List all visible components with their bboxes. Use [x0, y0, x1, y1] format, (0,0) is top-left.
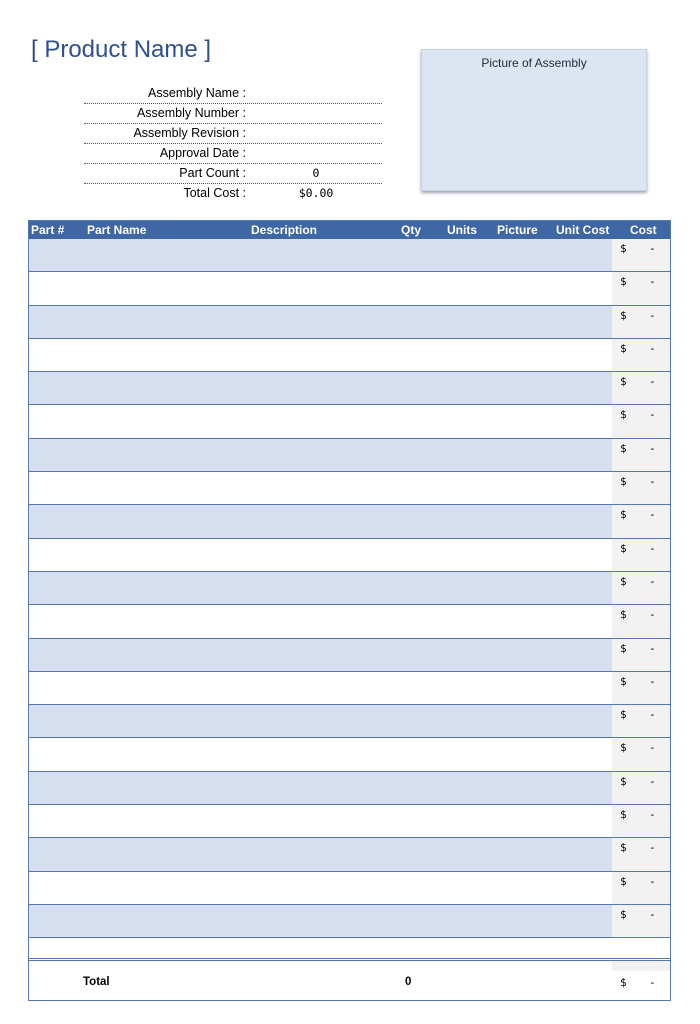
currency-symbol: $: [620, 541, 627, 555]
cost-value: -: [649, 641, 656, 655]
column-header-unit-cost: Unit Cost: [556, 223, 610, 237]
currency-symbol: $: [620, 275, 627, 289]
cost-cell: [612, 272, 670, 304]
table-row[interactable]: [29, 705, 670, 738]
cost-cell: [612, 738, 670, 770]
total-cost-value: -: [649, 976, 656, 989]
total-cost-cell: [612, 961, 670, 1000]
column-header-description: Description: [251, 223, 318, 237]
info-row-assembly-name: [84, 84, 382, 104]
table-row[interactable]: [29, 805, 670, 838]
table-row[interactable]: [29, 405, 670, 438]
cost-cell: [612, 705, 670, 737]
cost-cell: [612, 572, 670, 604]
cost-cell: [612, 639, 670, 671]
currency-symbol: $: [620, 375, 627, 389]
column-header-picture: Picture: [497, 223, 538, 237]
page-title: [ Product Name ]: [31, 36, 212, 63]
table-row[interactable]: [29, 738, 670, 771]
parts-table: [28, 220, 671, 1001]
column-header-cost: Cost: [630, 223, 657, 237]
table-header: [29, 221, 670, 239]
table-row[interactable]: [29, 439, 670, 472]
cost-value: -: [649, 242, 656, 255]
info-label: Total Cost :: [183, 186, 246, 200]
total-label: Total: [83, 976, 110, 988]
total-row: [29, 958, 670, 1000]
currency-symbol: $: [620, 242, 627, 255]
table-row[interactable]: [29, 772, 670, 805]
table-row[interactable]: [29, 838, 670, 871]
cost-cell: [612, 872, 670, 904]
cost-value: -: [649, 574, 656, 588]
currency-symbol: $: [620, 341, 627, 355]
info-value: $0.00: [298, 186, 334, 200]
cost-cell: [612, 605, 670, 637]
currency-symbol: $: [620, 708, 627, 722]
currency-symbol: $: [620, 841, 627, 855]
cost-value: -: [649, 808, 656, 822]
currency-symbol: $: [620, 774, 627, 788]
column-header-part-number: Part #: [31, 223, 65, 237]
table-row[interactable]: [29, 472, 670, 505]
cost-cell: [612, 405, 670, 437]
column-header-units: Units: [447, 223, 477, 237]
assembly-picture-placeholder[interactable]: [421, 49, 647, 191]
cost-value: -: [649, 275, 656, 289]
cost-value: -: [649, 708, 656, 722]
cost-cell: [612, 306, 670, 338]
cost-cell: [612, 339, 670, 371]
assembly-info: [84, 84, 382, 203]
info-row-assembly-number: [84, 104, 382, 124]
cost-cell: [612, 439, 670, 471]
info-value: 0: [312, 166, 320, 180]
cost-value: -: [649, 541, 656, 555]
cost-value: -: [649, 841, 656, 855]
column-header-part-name: Part Name: [87, 223, 147, 237]
table-body: [29, 239, 670, 938]
currency-symbol: $: [620, 574, 627, 588]
info-row-total-cost: [84, 184, 382, 203]
cost-cell: [612, 372, 670, 404]
currency-symbol: $: [620, 907, 627, 921]
info-row-assembly-revision: [84, 124, 382, 144]
info-label: Approval Date :: [159, 146, 246, 160]
cost-value: -: [649, 508, 656, 522]
picture-label: Picture of Assembly: [481, 56, 587, 70]
info-row-approval-date: [84, 144, 382, 164]
currency-symbol: $: [620, 441, 627, 455]
cost-cell: [612, 505, 670, 537]
cost-cell: [612, 805, 670, 837]
currency-symbol: $: [620, 508, 627, 522]
table-row[interactable]: [29, 239, 670, 272]
table-row[interactable]: [29, 605, 670, 638]
table-row[interactable]: [29, 539, 670, 572]
cost-cell: [612, 472, 670, 504]
cost-cell: [612, 239, 670, 271]
cost-value: -: [649, 475, 656, 489]
table-row[interactable]: [29, 905, 670, 938]
info-label: Assembly Name :: [148, 86, 246, 100]
currency-symbol: $: [620, 808, 627, 822]
currency-symbol: $: [620, 608, 627, 622]
cost-value: -: [649, 608, 656, 622]
currency-symbol: $: [620, 741, 627, 755]
cost-cell: [612, 838, 670, 870]
cost-cell: [612, 772, 670, 804]
cost-value: -: [649, 441, 656, 455]
currency-symbol: $: [620, 641, 627, 655]
cost-value: -: [649, 674, 656, 688]
cost-value: -: [649, 874, 656, 888]
currency-symbol: $: [620, 674, 627, 688]
table-row[interactable]: [29, 672, 670, 705]
table-row[interactable]: [29, 872, 670, 905]
cost-value: -: [649, 375, 656, 389]
cost-cell: [612, 539, 670, 571]
info-label: Assembly Number :: [136, 106, 246, 120]
cost-value: -: [649, 408, 656, 422]
cost-value: -: [649, 341, 656, 355]
info-label: Part Count :: [179, 166, 246, 180]
cost-cell: [612, 905, 670, 937]
currency-symbol: $: [620, 408, 627, 422]
info-row-part-count: [84, 164, 382, 184]
info-label: Assembly Revision :: [133, 126, 246, 140]
cost-value: -: [649, 774, 656, 788]
cost-value: -: [649, 308, 656, 322]
table-row[interactable]: [29, 339, 670, 372]
cost-cell: [612, 672, 670, 704]
currency-symbol: $: [620, 976, 627, 989]
column-header-qty: Qty: [401, 223, 422, 237]
currency-symbol: $: [620, 308, 627, 322]
total-qty: 0: [405, 976, 412, 988]
cost-value: -: [649, 907, 656, 921]
cost-value: -: [649, 741, 656, 755]
table-row[interactable]: [29, 639, 670, 672]
currency-symbol: $: [620, 475, 627, 489]
table-row[interactable]: [29, 372, 670, 405]
table-row[interactable]: [29, 572, 670, 605]
table-row[interactable]: [29, 306, 670, 339]
table-row[interactable]: [29, 505, 670, 538]
table-row[interactable]: [29, 272, 670, 305]
currency-symbol: $: [620, 874, 627, 888]
